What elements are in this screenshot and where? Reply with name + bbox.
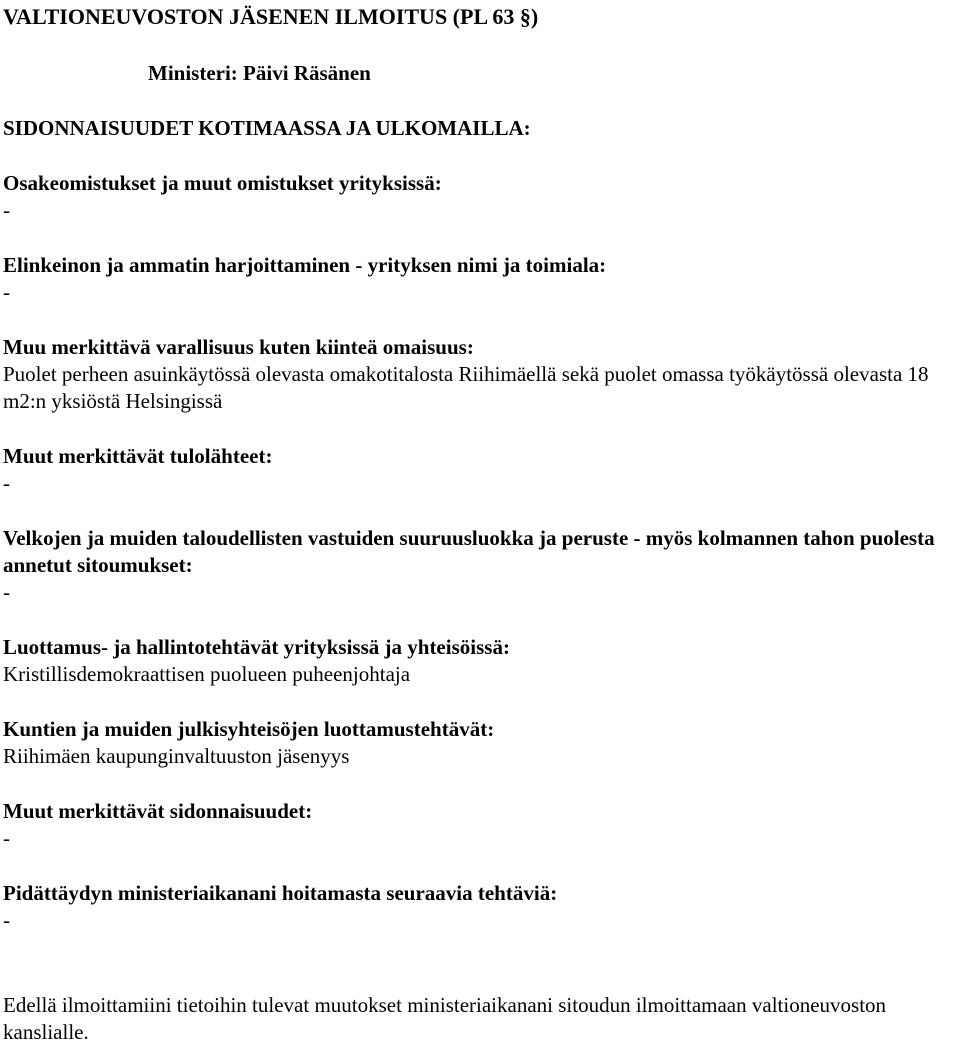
section-heading: Osakeomistukset ja muut omistukset yrityksissä:: [3, 171, 442, 195]
section-value: -: [3, 280, 10, 304]
section-heading: Kuntien ja muiden julkisyhteisöjen luottamustehtävät:: [3, 717, 495, 741]
section-heading: Pidättäydyn ministeriaikanani hoitamasta seuraavia tehtäviä:: [3, 881, 558, 905]
section-heading: Elinkeinon ja ammatin harjoittaminen - yrityksen nimi ja toimiala:: [3, 253, 607, 277]
section-heading: Luottamus- ja hallintotehtävät yrityksissä ja yhteisöissä:: [3, 635, 510, 659]
section-value: -: [3, 826, 10, 850]
section-heading: Muu merkittävä varallisuus kuten kiinteä omaisuus:: [3, 335, 474, 359]
section-income: [3, 443, 957, 497]
section-heading: Velkojen ja muiden taloudellisten vastuiden suuruusluokka ja peruste - myös kolmannen tahon puolesta annetut sitoumukset:: [3, 526, 935, 577]
section-value: -: [3, 580, 10, 604]
section-value: -: [3, 908, 10, 932]
main-heading: SIDONNAISUUDET KOTIMAASSA JA ULKOMAILLA:: [3, 116, 531, 140]
section-value: Riihimäen kaupunginvaltuuston jäsenyys: [3, 744, 350, 768]
section-value: Kristillisdemokraattisen puolueen puheenjohtaja: [3, 662, 411, 686]
section-liabilities: [3, 525, 957, 606]
section-heading: Muut merkittävät sidonnaisuudet:: [3, 799, 313, 823]
section-business: [3, 252, 957, 306]
section-value: -: [3, 471, 10, 495]
section-value: Puolet perheen asuinkäytössä olevasta omakotitalosta Riihimäellä sekä puolet omassa työkäytössä olevasta 18 m2:n yksiöstä Helsingissä: [3, 362, 929, 413]
section-property: [3, 334, 957, 415]
section-other-ties: [3, 798, 957, 852]
section-company-roles: [3, 634, 957, 688]
closing-statement: Edellä ilmoittamiini tietoihin tulevat muutokset ministeriaikanani sitoudun ilmoittamaan valtioneuvoston kanslialle.: [3, 993, 887, 1044]
minister-name: Ministeri: Päivi Räsänen: [148, 61, 371, 85]
section-ownership: [3, 170, 957, 224]
section-public-roles: [3, 716, 957, 770]
document-title: VALTIONEUVOSTON JÄSENEN ILMOITUS (PL 63 §): [3, 4, 539, 29]
section-heading: Muut merkittävät tulolähteet:: [3, 444, 273, 468]
section-refrained-duties: [3, 880, 957, 934]
declaration-document: [3, 3, 957, 1046]
section-value: -: [3, 198, 10, 222]
